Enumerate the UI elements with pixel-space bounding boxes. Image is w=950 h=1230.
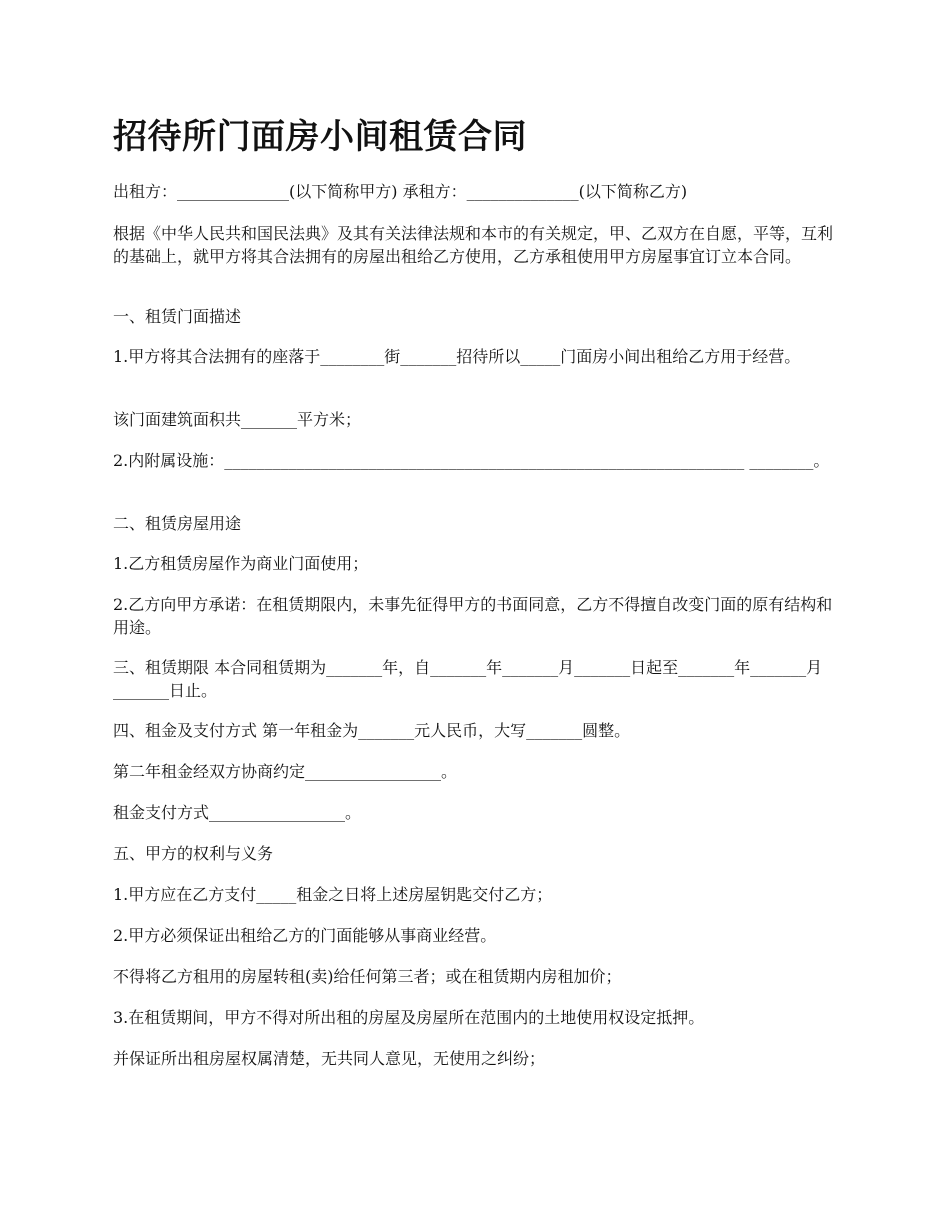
clause-no-sublet: 不得将乙方租用的房屋转租(卖)给任何第三者；或在租赁期内房租加价； — [113, 967, 622, 986]
clause-2-1: 1.乙方租赁房屋作为商业门面使用； — [113, 554, 369, 573]
clause-area: 该门面建筑面积共_______平方米； — [113, 410, 362, 429]
preamble-paragraph: 根据《中华人民共和国民法典》及其有关法律法规和本市的有关规定，甲、乙双方在自愿，平等，互利的基础上，就甲方将其合法拥有的房屋出租给乙方使用，乙方承租使用甲方房屋事宜订立本合同。 — [113, 224, 834, 266]
clause-5-3: 3.在租赁期间，甲方不得对所出租的房屋及房屋所在范围内的土地使用权设定抵押。 — [113, 1008, 705, 1027]
section-heading-2: 二、租赁房屋用途 — [113, 514, 242, 533]
section-heading-5: 五、甲方的权利与义务 — [113, 844, 274, 863]
section-heading-4: 四、租金及支付方式 第一年租金为_______元人民币，大写_______圆整。 — [113, 721, 631, 740]
clause-1-2: 2.内附属设施：_________________________________________________________________ ________。 — [113, 451, 830, 470]
clause-title-guarantee: 并保证所出租房屋权属清楚，无共同人意见，无使用之纠纷； — [113, 1049, 546, 1068]
section-heading-3: 三、租赁期限 本合同租赁期为_______年，自_______年_______月_______日起至_______年_______月_______日止。 — [113, 658, 823, 700]
parties-line: 出租方：______________(以下简称甲方) 承租方：______________(以下简称乙方) — [113, 182, 688, 201]
clause-payment-method: 租金支付方式_________________。 — [113, 803, 362, 822]
clause-5-1: 1.甲方应在乙方支付_____租金之日将上述房屋钥匙交付乙方； — [113, 885, 553, 904]
section-heading-1: 一、租赁门面描述 — [113, 307, 242, 326]
clause-second-year-rent: 第二年租金经双方协商约定_________________。 — [113, 762, 458, 781]
document-title: 招待所门面房小间租赁合同 — [113, 117, 527, 157]
clause-2-2: 2.乙方向甲方承诺：在租赁期限内，未事先征得甲方的书面同意，乙方不得擅自改变门面的原有结构和用途。 — [113, 595, 833, 637]
clause-1-1: 1.甲方将其合法拥有的座落于________街_______招待所以_____门面房小间出租给乙方用于经营。 — [113, 347, 801, 366]
clause-5-2: 2.甲方必须保证出租给乙方的门面能够从事商业经营。 — [113, 926, 497, 945]
